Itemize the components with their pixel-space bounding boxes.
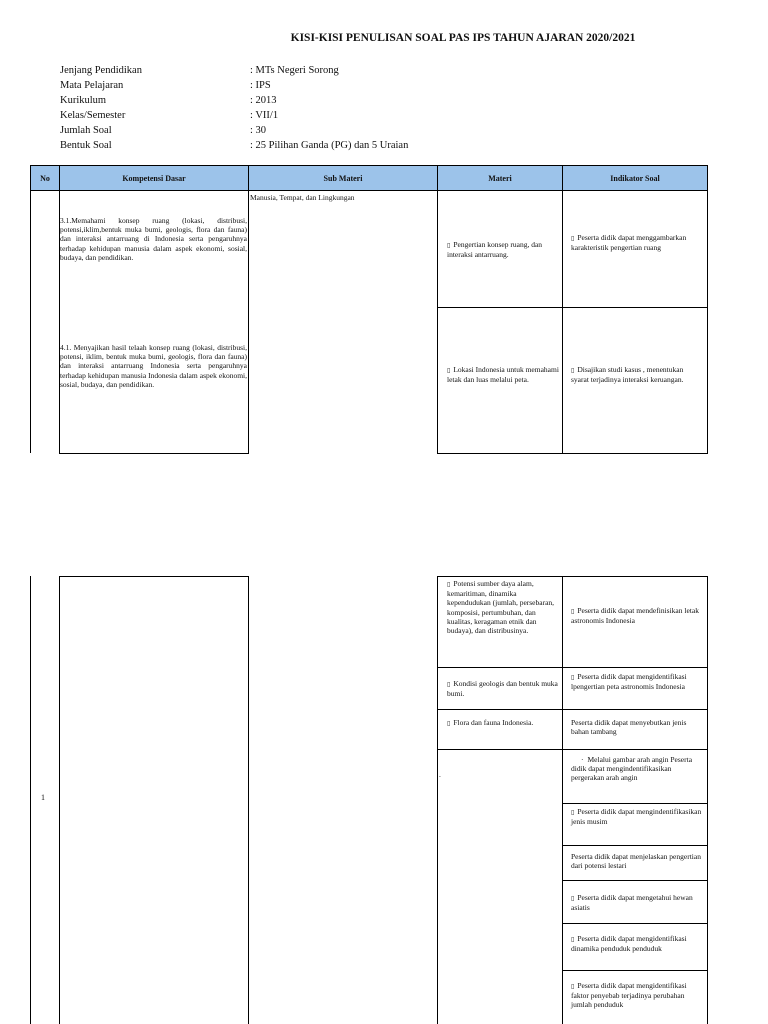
checkbox-bullet-icon: ▯ — [447, 242, 451, 249]
meta-value: : 2013 — [250, 95, 277, 106]
materi-item — [447, 718, 559, 728]
indikator-item — [571, 893, 705, 912]
checkbox-bullet-icon: ▯ — [447, 681, 451, 688]
checkbox-bullet-icon: ▯ — [571, 608, 575, 615]
meta-value: : VII/1 — [250, 110, 279, 121]
checkbox-bullet-icon: ▯ — [571, 809, 575, 816]
materi-text: Pengertian konsep ruang, dan interaksi antarruang. — [447, 240, 543, 260]
table-line — [562, 803, 708, 804]
meta-label: Jenjang Pendidikan — [60, 65, 142, 76]
checkbox-bullet-icon: ▯ — [447, 581, 451, 588]
indikator-text: Peserta didik dapat mengidentifikasi faktor penyebab terjadinya perubahan jumlah penduduk — [571, 981, 687, 1010]
table-line — [248, 190, 249, 454]
table-line — [437, 709, 708, 710]
checkbox-bullet-icon: ▯ — [447, 367, 451, 374]
materi-dot: . — [439, 770, 441, 779]
table-line — [437, 190, 438, 454]
table-line — [437, 667, 708, 668]
meta-label: Bentuk Soal — [60, 140, 112, 151]
indikator-item — [571, 233, 701, 252]
checkbox-bullet-icon: ▯ — [571, 367, 575, 374]
indikator-item: Peserta didik dapat menyebutkan jenis bahan tambang — [571, 718, 687, 737]
table-line — [562, 190, 563, 454]
materi-text: Lokasi Indonesia untuk memahami letak dan luas melalui peta. — [447, 365, 559, 385]
header-no: No — [30, 165, 60, 191]
table-line — [562, 923, 708, 924]
table-line — [707, 576, 708, 1024]
checkbox-bullet-icon: ▯ — [571, 235, 575, 242]
checkbox-bullet-icon: ▯ — [571, 674, 575, 681]
indikator-item — [571, 365, 701, 384]
table-line — [562, 845, 708, 846]
meta-label: Mata Pelajaran — [60, 80, 124, 91]
table-line — [437, 576, 708, 577]
table-line — [562, 970, 708, 971]
meta-label: Kelas/Semester — [60, 110, 126, 121]
materi-text: Potensi sumber daya alam, kemaritiman, dinamika kependudukan (jumlah, persebaran, komposisi, pertumbuhan, dan kualitas, keragaman etnik dan budaya), dan distribusinya. — [447, 579, 555, 636]
header-kompetensi-dasar: Kompetensi Dasar — [59, 165, 249, 191]
indikator-item — [571, 981, 705, 1010]
checkbox-bullet-icon: ▯ — [571, 895, 575, 902]
materi-text: Flora dan fauna Indonesia. — [453, 718, 534, 727]
meta-label: Kurikulum — [60, 95, 107, 106]
indikator-text: Melalui gambar arah angin Peserta didik dapat mengindentifikasikan pergerakan arah angin — [571, 755, 693, 783]
table-line — [59, 576, 60, 1024]
materi-item — [447, 579, 559, 635]
indikator-item — [571, 606, 703, 625]
checkbox-bullet-icon: ▯ — [447, 720, 451, 727]
indikator-item — [571, 755, 705, 783]
table-line — [248, 576, 249, 1024]
materi-item — [447, 240, 561, 259]
table-line — [707, 190, 708, 454]
table-line — [562, 880, 708, 881]
indikator-text: Peserta didik dapat mendefinisikan letak astronomis Indonesia — [571, 606, 699, 626]
table-line — [437, 749, 708, 750]
table-line — [30, 576, 31, 1024]
table-line — [437, 453, 708, 454]
indikator-item: Peserta didik dapat menjelaskan pengertian dari potensi lestari — [571, 852, 701, 871]
meta-label: Jumlah Soal — [60, 125, 112, 136]
kompetensi-dasar-4-1: 4.1. Menyajikan hasil telaah konsep ruang (lokasi, distribusi, potensi, iklim, bentuk muka bumi, geologis, flora dan fauna) dan interaksi antarruang Indonesia serta pengaruhnya terhadap kehidupan manusia Indonesia dalam aspek ekonomi, sosial, budaya, dan pendidikan. — [60, 343, 247, 389]
table-line — [30, 190, 31, 453]
header-sub-materi: Sub Materi — [248, 165, 438, 191]
table-line — [562, 576, 563, 1024]
sub-materi: Manusia, Tempat, dan Lingkungan — [250, 193, 355, 202]
kompetensi-dasar-3-1: 3.1.Memahami konsep ruang (lokasi, distribusi, potensi,iklim,bentuk muka bumi, geologis, flora dan fauna) dan interaksi antarruang di Indonesia serta pengaruhnya terhadap kehidupan manusia dalam aspek ekonomi, sosial, budaya, dan pendidikan. — [60, 216, 247, 262]
indikator-text: Peserta didik dapat mengindentifikasikan jenis musim — [571, 807, 702, 827]
meta-value: : 30 — [250, 125, 267, 136]
meta-value: : IPS — [250, 80, 271, 91]
table-line — [59, 453, 249, 454]
header-materi: Materi — [437, 165, 563, 191]
materi-item — [447, 365, 559, 384]
dot-bullet-icon: · — [581, 755, 584, 764]
meta-value: : MTs Negeri Sorong — [250, 65, 339, 76]
checkbox-bullet-icon: ▯ — [571, 936, 575, 943]
header-indikator-soal: Indikator Soal — [562, 165, 708, 191]
materi-text: Kondisi geologis dan bentuk muka bumi. — [447, 679, 558, 699]
table-line — [437, 576, 438, 1024]
indikator-text: Peserta didik dapat mengidentifikasi lpengertian peta astronomis Indonesia — [571, 672, 687, 692]
row-number: 1 — [41, 793, 45, 802]
page-title: KISI-KISI PENULISAN SOAL PAS IPS TAHUN AJARAN 2020/2021 — [290, 32, 636, 44]
indikator-text: Peserta didik dapat mengidentifikasi dinamika penduduk penduduk — [571, 934, 687, 954]
meta-value: : 25 Pilihan Ganda (PG) dan 5 Uraian — [250, 140, 409, 151]
indikator-text: Peserta didik dapat menggambarkan karakteristik pengertian ruang — [571, 233, 687, 253]
materi-item — [447, 679, 559, 698]
indikator-item — [571, 672, 703, 691]
indikator-item — [571, 807, 703, 826]
checkbox-bullet-icon: ▯ — [571, 983, 575, 990]
table-line — [437, 307, 708, 308]
indikator-text: Disajikan studi kasus , menentukan syarat terjadinya interaksi keruangan. — [571, 365, 684, 385]
table-line — [59, 576, 249, 577]
indikator-text: Peserta didik dapat mengetahui hewan asiatis — [571, 893, 693, 913]
indikator-item — [571, 934, 703, 953]
